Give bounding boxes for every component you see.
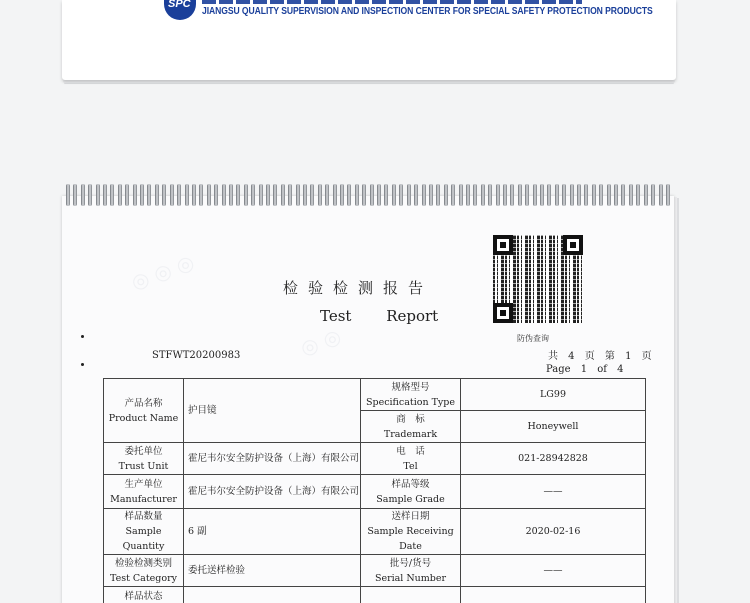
test-category-label: 检验检测类别 Test Category — [104, 555, 184, 587]
spiral-coil — [510, 184, 514, 206]
serial-number-label: 批号/货号 Serial Number — [361, 555, 461, 587]
spiral-coil — [414, 184, 418, 206]
spc-logo: SPC — [164, 0, 196, 20]
spiral-coil — [503, 184, 507, 206]
spiral-coil — [310, 184, 314, 206]
spiral-coil — [347, 184, 351, 206]
spiral-coil — [518, 184, 522, 206]
trademark-value: Honeywell — [461, 411, 646, 443]
page-count-cn: 共 4 页 第 1 页 — [548, 351, 652, 362]
bullet-dot — [81, 335, 84, 338]
spiral-coil — [392, 184, 396, 206]
spiral-coil — [73, 184, 77, 206]
spiral-coil — [303, 184, 307, 206]
spiral-coil — [236, 184, 240, 206]
spiral-coil — [488, 184, 492, 206]
spiral-coil — [103, 184, 107, 206]
sample-quantity-label: 样品数量 Sample Quantity — [104, 509, 184, 555]
spiral-coil — [577, 184, 581, 206]
trademark-label: 商 标 Trademark — [361, 411, 461, 443]
serial-number-value: —— — [461, 555, 646, 587]
spiral-coil — [207, 184, 211, 206]
spiral-coil — [266, 184, 270, 206]
spiral-coil — [177, 184, 181, 206]
spiral-coil — [185, 184, 189, 206]
anti-counterfeit-label: 防伪查询 — [517, 334, 549, 343]
spiral-coil — [466, 184, 470, 206]
sample-grade-label: 样品等级 Sample Grade — [361, 475, 461, 509]
manufacturer-value: 霍尼韦尔安全防护设备（上海）有限公司 — [184, 475, 361, 509]
report-title-en: Test Report — [320, 307, 439, 325]
spiral-coil — [133, 184, 137, 206]
spiral-coil — [88, 184, 92, 206]
qr-code[interactable] — [493, 235, 583, 323]
spiral-coil — [162, 184, 166, 206]
spiral-coil — [155, 184, 159, 206]
spiral-coil — [140, 184, 144, 206]
spiral-coil — [599, 184, 603, 206]
spiral-coil — [659, 184, 663, 206]
spiral-coil — [555, 184, 559, 206]
spiral-coil — [644, 184, 648, 206]
spiral-coil — [481, 184, 485, 206]
sample-status-label: 样品状态 — [104, 587, 184, 603]
test-category-value: 委托送样检验 — [184, 555, 361, 587]
spiral-coil — [629, 184, 633, 206]
spiral-coil — [384, 184, 388, 206]
spiral-coil — [399, 184, 403, 206]
receiving-date-value: 2020-02-16 — [461, 509, 646, 555]
spiral-coil — [370, 184, 374, 206]
spiral-coil — [444, 184, 448, 206]
spiral-coil — [147, 184, 151, 206]
spiral-coil — [273, 184, 277, 206]
tel-label: 电 话 Tel — [361, 443, 461, 475]
spiral-coil — [244, 184, 248, 206]
spiral-coil — [66, 184, 70, 206]
trust-unit-value: 霍尼韦尔安全防护设备（上海）有限公司 — [184, 443, 361, 475]
spiral-coil — [340, 184, 344, 206]
spiral-coil — [229, 184, 233, 206]
product-name-label: 产品名称 Product Name — [104, 379, 184, 443]
spiral-coil — [540, 184, 544, 206]
spiral-coil — [592, 184, 596, 206]
spiral-coil — [621, 184, 625, 206]
page-count-en: Page 1 of 4 — [546, 364, 624, 375]
report-title-cn: 检验检测报告 — [283, 279, 434, 297]
spiral-coil — [318, 184, 322, 206]
spiral-coil — [666, 184, 670, 206]
spiral-coil — [614, 184, 618, 206]
spiral-coil — [362, 184, 366, 206]
spiral-coil — [170, 184, 174, 206]
top-chinese-title-cropped — [202, 0, 582, 4]
spiral-coil — [525, 184, 529, 206]
spiral-coil — [547, 184, 551, 206]
spiral-coil — [496, 184, 500, 206]
spiral-coil — [436, 184, 440, 206]
spec-type-label: 规格型号 Specification Type — [361, 379, 461, 411]
spiral-coil — [651, 184, 655, 206]
report-info-table — [103, 378, 646, 603]
spiral-coil — [125, 184, 129, 206]
spiral-coil — [422, 184, 426, 206]
spiral-coil — [325, 184, 329, 206]
spiral-coil — [222, 184, 226, 206]
sample-status-value — [184, 587, 361, 603]
spiral-coil — [118, 184, 122, 206]
sample-status-right-value — [461, 587, 646, 603]
spiral-coil — [81, 184, 85, 206]
top-certificate-card — [62, 0, 676, 80]
tel-value: 021-28942828 — [461, 443, 646, 475]
spiral-coil — [214, 184, 218, 206]
spiral-coil — [251, 184, 255, 206]
spiral-coil — [333, 184, 337, 206]
spiral-coil — [451, 184, 455, 206]
spiral-coil — [570, 184, 574, 206]
spiral-coil — [377, 184, 381, 206]
trust-unit-label: 委托单位 Trust Unit — [104, 443, 184, 475]
spiral-coil — [199, 184, 203, 206]
spiral-coil — [288, 184, 292, 206]
spiral-coil — [473, 184, 477, 206]
spiral-coil — [459, 184, 463, 206]
spiral-coil — [259, 184, 263, 206]
spiral-coil — [355, 184, 359, 206]
spiral-coil — [96, 184, 100, 206]
spiral-coil — [110, 184, 114, 206]
spiral-coil — [281, 184, 285, 206]
manufacturer-label: 生产单位 Manufacturer — [104, 475, 184, 509]
report-number: STFWT20200983 — [152, 350, 241, 361]
spiral-coil — [607, 184, 611, 206]
watermark: ◎ ◎ ◎ — [127, 249, 198, 295]
spec-type-value: LG99 — [461, 379, 646, 411]
sample-status-right-label — [361, 587, 461, 603]
receiving-date-label: 送样日期 Sample Receiving Date — [361, 509, 461, 555]
spiral-coil — [296, 184, 300, 206]
spiral-coil — [429, 184, 433, 206]
sample-grade-value: —— — [461, 475, 646, 509]
spiral-coil — [636, 184, 640, 206]
product-name-value: 护目镜 — [184, 379, 361, 443]
spiral-coil — [192, 184, 196, 206]
spiral-coil — [407, 184, 411, 206]
sample-quantity-value: 6 副 — [184, 509, 361, 555]
spiral-coil — [533, 184, 537, 206]
spiral-binding — [62, 184, 674, 208]
center-english-name: JIANGSU QUALITY SUPERVISION AND INSPECTION CENTER FOR SPECIAL SAFETY PROTECTION PRODUCTS — [202, 6, 653, 17]
spiral-coil — [562, 184, 566, 206]
watermark: ◎ ◎ — [297, 323, 345, 361]
bullet-dot — [81, 363, 84, 366]
spiral-coil — [584, 184, 588, 206]
